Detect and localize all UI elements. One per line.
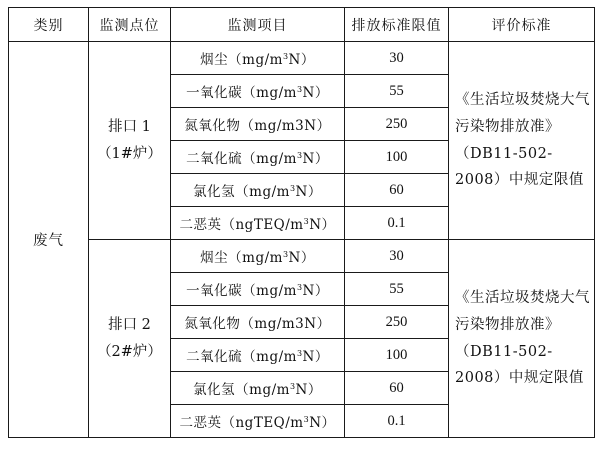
header-monitoring-point: 监测点位 xyxy=(89,8,171,42)
furnace-label: （2#炉） xyxy=(97,343,162,360)
table-body xyxy=(9,42,595,438)
table-row xyxy=(9,240,595,273)
unit-superscript: 3 xyxy=(303,415,310,424)
unit-tail: N） xyxy=(309,217,336,233)
emission-limit-cell: 30 xyxy=(345,42,449,75)
unit-tail: N） xyxy=(302,283,329,299)
category-cell: 废气 xyxy=(9,42,89,438)
item-text: 二恶英（ngTEQ/m xyxy=(179,217,304,233)
item-text: 一氧化碳（mg/m xyxy=(186,283,297,299)
item-text: 二氧化硫（mg/m xyxy=(186,349,297,365)
unit-tail: N） xyxy=(295,184,322,200)
unit-tail: N） xyxy=(288,52,315,68)
unit-tail: N） xyxy=(302,151,329,167)
header-row xyxy=(9,8,595,42)
evaluation-standard-cell: 《生活垃圾焚烧大气污染物排放准》（DB11-502-2008）中规定限值 xyxy=(449,240,595,438)
outlet-label: 排口 2 xyxy=(108,317,151,334)
monitoring-item-cell xyxy=(171,240,345,273)
monitoring-point-cell xyxy=(89,240,171,438)
unit-superscript: 3 xyxy=(289,184,296,193)
header-category: 类别 xyxy=(9,8,89,42)
unit-superscript: 3 xyxy=(296,283,303,292)
item-text: 氯化氢（mg/m xyxy=(193,382,290,398)
header-monitoring-item: 监测项目 xyxy=(171,8,345,42)
unit-tail: N） xyxy=(302,349,329,365)
emission-limit-cell: 100 xyxy=(345,141,449,174)
outlet-label: 排口 1 xyxy=(108,119,151,136)
monitoring-item-cell xyxy=(171,405,345,438)
emission-standards-table xyxy=(8,7,595,438)
evaluation-standard-cell: 《生活垃圾焚烧大气污染物排放准》（DB11-502-2008）中规定限值 xyxy=(449,42,595,240)
item-text: 二氧化硫（mg/m xyxy=(186,151,297,167)
furnace-label: （1#炉） xyxy=(97,145,162,162)
unit-superscript: 3 xyxy=(282,52,289,61)
item-text: 烟尘（mg/m xyxy=(200,52,283,68)
table-header xyxy=(9,8,595,42)
item-text: 氮氧化物（mg/m3N） xyxy=(184,316,331,332)
monitoring-item-cell xyxy=(171,75,345,108)
unit-superscript: 3 xyxy=(282,250,289,259)
item-text: 一氧化碳（mg/m xyxy=(186,85,297,101)
monitoring-item-cell xyxy=(171,141,345,174)
header-evaluation-standard: 评价标准 xyxy=(449,8,595,42)
item-text: 氮氧化物（mg/m3N） xyxy=(184,118,331,134)
emission-limit-cell: 60 xyxy=(345,372,449,405)
unit-superscript: 3 xyxy=(303,217,310,226)
unit-tail: N） xyxy=(288,250,315,266)
unit-tail: N） xyxy=(302,85,329,101)
header-emission-limit: 排放标准限值 xyxy=(345,8,449,42)
emission-limit-cell: 30 xyxy=(345,240,449,273)
emission-limit-cell: 250 xyxy=(345,108,449,141)
emission-limit-cell: 100 xyxy=(345,339,449,372)
table-row xyxy=(9,42,595,75)
unit-tail: N） xyxy=(295,382,322,398)
item-text: 二恶英（ngTEQ/m xyxy=(179,415,304,431)
emission-limit-cell: 55 xyxy=(345,273,449,306)
monitoring-point-cell xyxy=(89,42,171,240)
monitoring-item-cell xyxy=(171,207,345,240)
item-text: 氯化氢（mg/m xyxy=(193,184,290,200)
emission-limit-cell: 55 xyxy=(345,75,449,108)
item-text: 烟尘（mg/m xyxy=(200,250,283,266)
monitoring-item-cell xyxy=(171,306,345,339)
monitoring-item-cell xyxy=(171,174,345,207)
monitoring-item-cell xyxy=(171,108,345,141)
monitoring-item-cell xyxy=(171,42,345,75)
emission-limit-cell: 250 xyxy=(345,306,449,339)
unit-superscript: 3 xyxy=(289,382,296,391)
emission-limit-cell: 0.1 xyxy=(345,207,449,240)
emission-limit-cell: 0.1 xyxy=(345,405,449,438)
unit-superscript: 3 xyxy=(296,85,303,94)
monitoring-item-cell xyxy=(171,273,345,306)
unit-tail: N） xyxy=(309,415,336,431)
monitoring-item-cell xyxy=(171,339,345,372)
emission-limit-cell: 60 xyxy=(345,174,449,207)
monitoring-item-cell xyxy=(171,372,345,405)
unit-superscript: 3 xyxy=(296,151,303,160)
unit-superscript: 3 xyxy=(296,349,303,358)
